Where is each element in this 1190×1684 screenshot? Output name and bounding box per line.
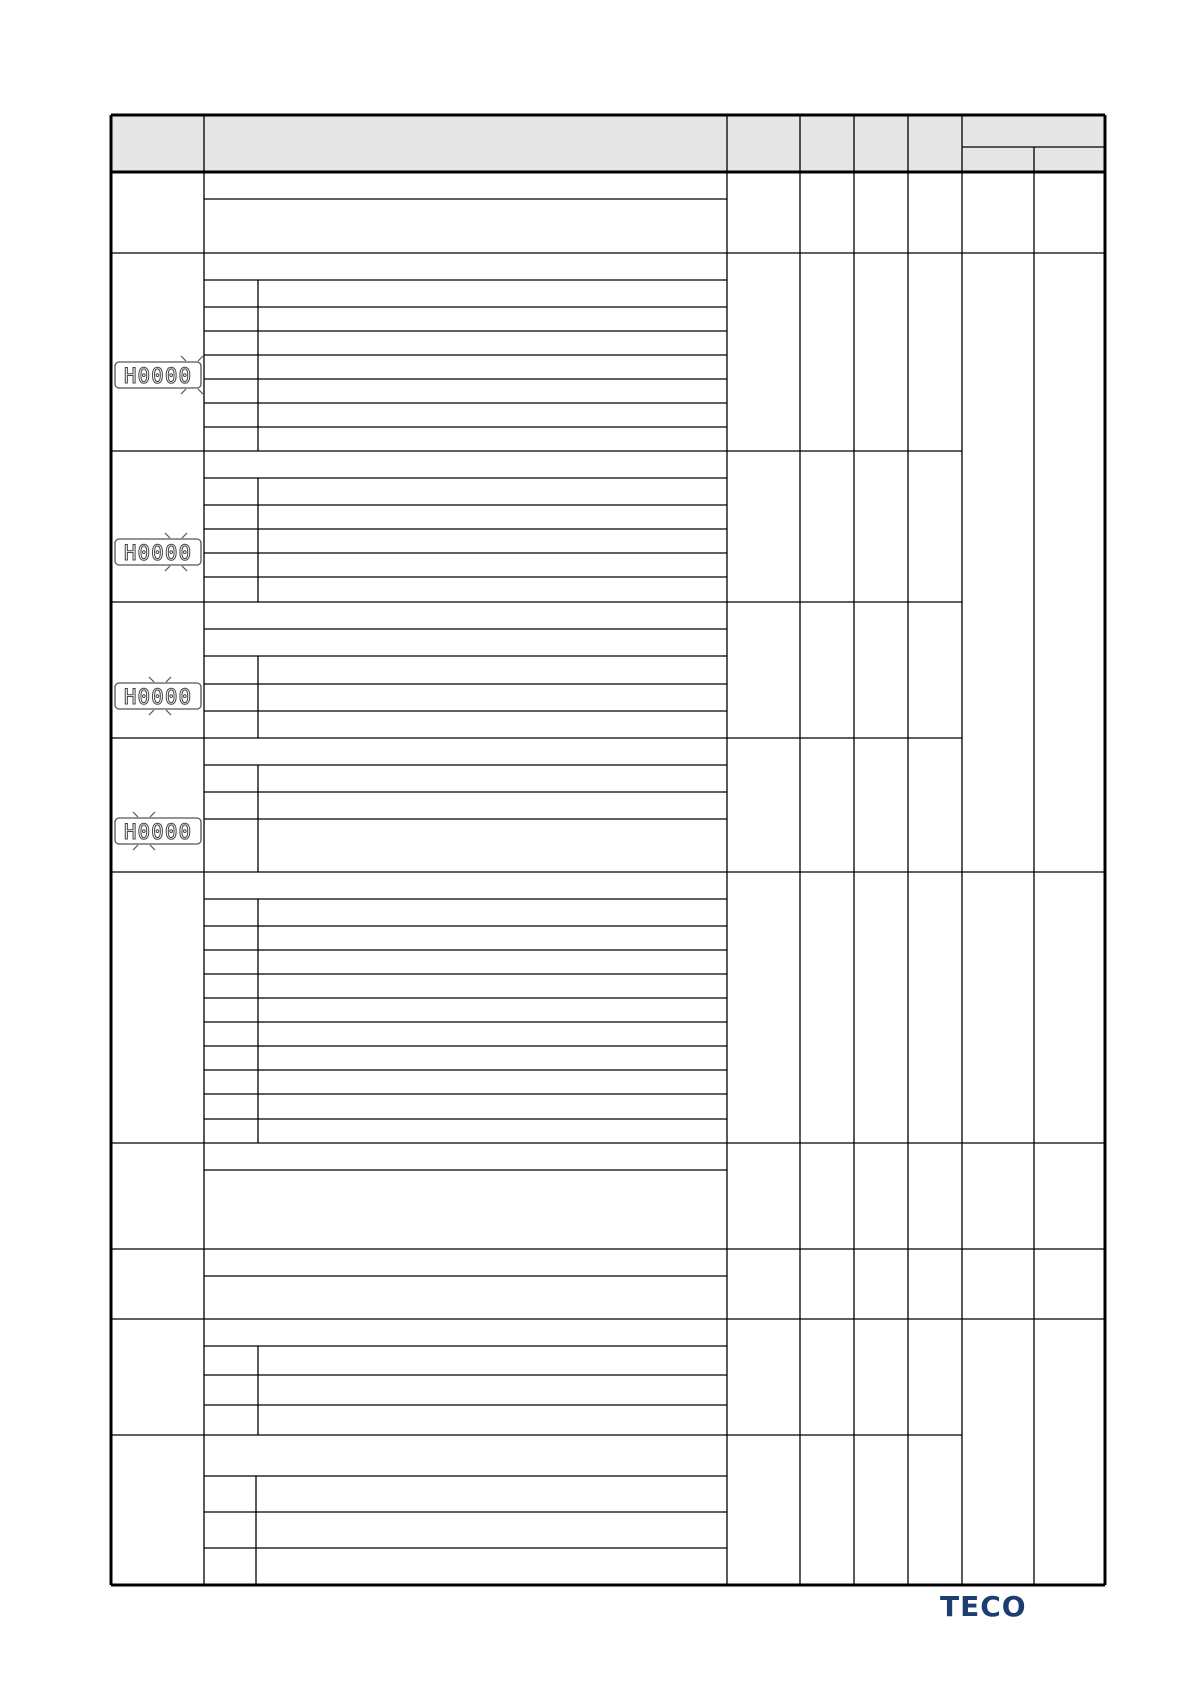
table-header-shading bbox=[111, 115, 1105, 173]
led-display-icon bbox=[115, 812, 201, 850]
led-display-text: H0000 bbox=[123, 364, 193, 388]
led-display-icon bbox=[115, 356, 203, 394]
led-display-text: H0000 bbox=[123, 820, 193, 844]
table-grid bbox=[111, 115, 1105, 1585]
led-display-text: H0000 bbox=[123, 685, 193, 709]
led-display-icons bbox=[115, 356, 203, 850]
led-display-icon bbox=[115, 533, 201, 571]
led-display-text: H0000 bbox=[123, 541, 193, 565]
teco-logo: TECO bbox=[940, 1590, 1027, 1623]
led-display-icon bbox=[115, 677, 201, 715]
